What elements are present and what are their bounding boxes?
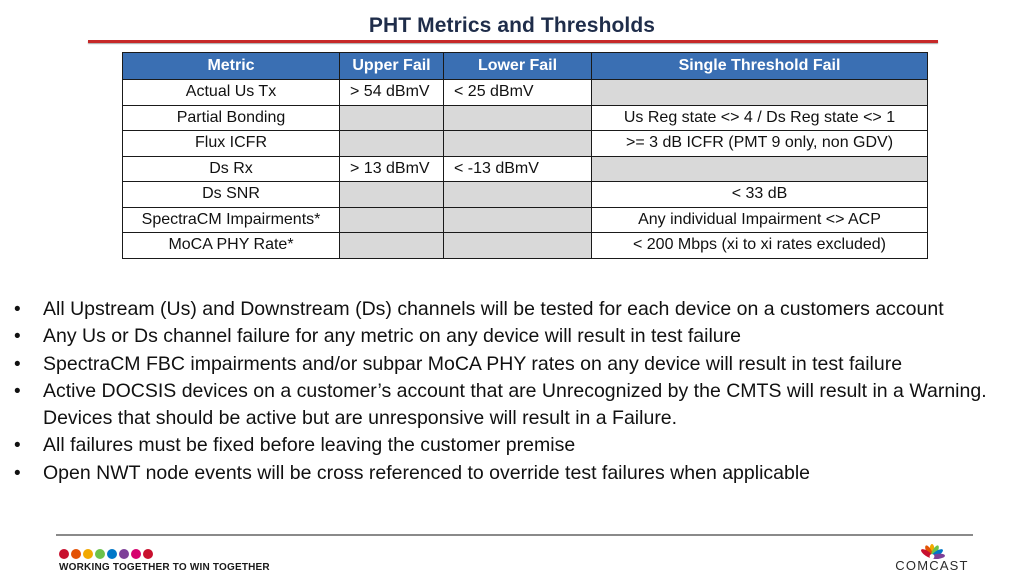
list-item <box>14 378 1014 433</box>
table-row <box>123 182 928 208</box>
list-item <box>14 351 1014 378</box>
cell-lower <box>444 131 592 157</box>
list-item <box>14 432 1014 459</box>
table-row <box>123 131 928 157</box>
cell-lower <box>444 233 592 259</box>
table-row <box>123 156 928 182</box>
cell-upper <box>340 182 444 208</box>
cell-metric: SpectraCM Impairments* <box>123 207 340 233</box>
bullet-icon: • <box>14 435 21 457</box>
bullet-icon: • <box>14 299 21 320</box>
brand-dot <box>59 549 69 559</box>
brand-dot <box>143 549 153 559</box>
logo-wordmark: COMCAST <box>895 558 969 573</box>
cell-lower: < -13 dBmV <box>444 156 592 182</box>
brand-dot <box>83 549 93 559</box>
header-upper-fail: Upper Fail <box>340 53 444 80</box>
bullet-icon: • <box>14 353 21 375</box>
metrics-table <box>122 52 928 259</box>
peacock-icon <box>919 543 945 559</box>
cell-upper <box>340 233 444 259</box>
list-item <box>14 296 1014 323</box>
cell-upper <box>340 131 444 157</box>
bullet-list <box>14 296 1014 487</box>
bullet-text: SpectraCM FBC impairments and/or subpar MoCA PHY rates on any device will result in test failure <box>43 352 903 375</box>
bullet-text: Open NWT node events will be cross referenced to override test failures when applicable <box>43 461 811 484</box>
cell-upper <box>340 105 444 131</box>
cell-lower: < 25 dBmV <box>444 80 592 106</box>
cell-lower <box>444 207 592 233</box>
bullet-text: All Upstream (Us) and Downstream (Ds) channels will be tested for each device on a customers account <box>43 298 944 320</box>
bullet-icon: • <box>14 326 21 348</box>
list-item <box>14 323 1014 350</box>
table-row <box>123 105 928 131</box>
cell-metric: Ds Rx <box>123 156 340 182</box>
cell-upper: > 13 dBmV <box>340 156 444 182</box>
footer-tagline: WORKING TOGETHER TO WIN TOGETHER <box>59 562 270 573</box>
header-metric: Metric <box>123 53 340 80</box>
header-single-threshold-fail: Single Threshold Fail <box>592 53 928 80</box>
cell-metric: Ds SNR <box>123 182 340 208</box>
cell-metric: MoCA PHY Rate* <box>123 233 340 259</box>
bullet-icon: • <box>14 380 21 402</box>
cell-upper: > 54 dBmV <box>340 80 444 106</box>
bullet-text: Any Us or Ds channel failure for any metric on any device will result in test failure <box>43 325 741 348</box>
cell-single <box>592 156 928 182</box>
slide-title: PHT Metrics and Thresholds <box>368 14 656 37</box>
cell-single: >= 3 dB ICFR (PMT 9 only, non GDV) <box>592 131 928 157</box>
header-lower-fail: Lower Fail <box>444 53 592 80</box>
bullet-icon: • <box>14 462 21 484</box>
cell-single: < 200 Mbps (xi to xi rates excluded) <box>592 233 928 259</box>
cell-metric: Flux ICFR <box>123 131 340 157</box>
brand-dot <box>131 549 141 559</box>
cell-lower <box>444 105 592 131</box>
table-header-row <box>123 53 928 80</box>
cell-single: < 33 dB <box>592 182 928 208</box>
comcast-logo <box>890 543 974 573</box>
table-row <box>123 233 928 259</box>
title-underline <box>88 40 938 43</box>
cell-upper <box>340 207 444 233</box>
brand-dot <box>107 549 117 559</box>
cell-metric: Partial Bonding <box>123 105 340 131</box>
cell-single: Any individual Impairment <> ACP <box>592 207 928 233</box>
cell-metric: Actual Us Tx <box>123 80 340 106</box>
table-row <box>123 207 928 233</box>
table-row <box>123 80 928 106</box>
brand-dot <box>95 549 105 559</box>
bullet-text: All failures must be fixed before leaving the customer premise <box>43 434 576 457</box>
brand-dot <box>119 549 129 559</box>
cell-single: Us Reg state <> 4 / Ds Reg state <> 1 <box>592 105 928 131</box>
cell-single <box>592 80 928 106</box>
cell-lower <box>444 182 592 208</box>
list-item <box>14 460 1014 487</box>
brand-dots <box>59 549 153 559</box>
footer-divider <box>56 534 973 536</box>
brand-dot <box>71 549 81 559</box>
bullet-text: Active DOCSIS devices on a customer’s account that are Unrecognized by the CMTS will result in a Warning. Devices that should be active but are unresponsive will result in a Failure. <box>43 379 987 430</box>
